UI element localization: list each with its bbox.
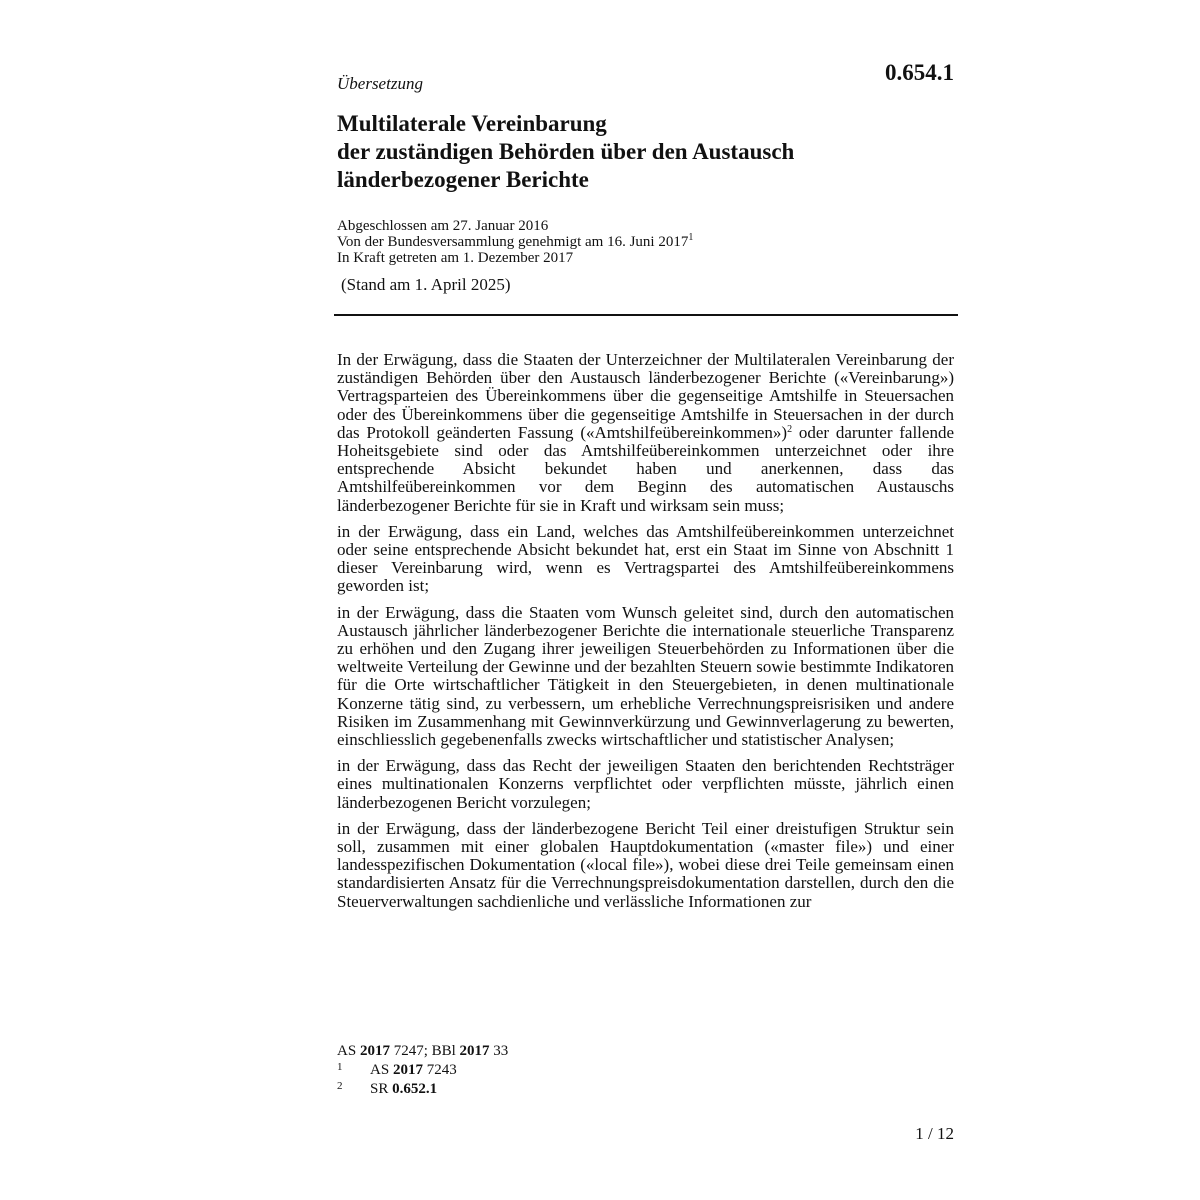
document-title bbox=[337, 110, 977, 194]
title-line-2: der zuständigen Behörden über den Austausch bbox=[337, 139, 795, 164]
footnote-2 bbox=[337, 1078, 508, 1097]
preamble-paragraph: in der Erwägung, dass die Staaten vom Wunsch geleitet sind, durch den automatischen Austausch jährlicher länderbezogener Berichte die internationale steuerliche Transparenz zu erhöhen und den Zugang ihrer jeweiligen Steuerbehörden zu Informationen über die weltweite Verteilung der Gewinne und der bezahlten Steuern sowie bestimmte Indikatoren für die Orte wirtschaftlicher Tätigkeit in den Steuergebieten, in denen multinationale Konzerne tätig sind, zu verbessern, um erhebliche Verrechnungspreisrisiken und andere Risiken im Zusammenhang mit Gewinnverkürzung und Gewinnverlagerung zu bewerten, einschliesslich gegebenenfalls zwecks wirtschaftlicher und statistischer Analysen; bbox=[337, 602, 954, 750]
footnote-ref-1[interactable]: 1 bbox=[688, 232, 694, 243]
title-line-1: Multilaterale Vereinbarung bbox=[337, 111, 607, 136]
approved-date-text: Von der Bundesversammlung genehmigt am 16. Juni 2017 bbox=[337, 234, 689, 250]
header-divider bbox=[334, 314, 958, 316]
source-bbl-year: 2017 bbox=[459, 1043, 490, 1059]
footnote-suffix: 7243 bbox=[422, 1062, 457, 1078]
source-reference bbox=[337, 1043, 508, 1059]
footnote-prefix: AS bbox=[370, 1062, 393, 1078]
preamble-paragraph: in der Erwägung, dass der länderbezogene Bericht Teil einer dreistufigen Struktur sein soll, zusammen mit einer globalen Hauptdokumentation («master file») und einer landesspezifischen Dokumentation («local file»), wobei diese drei Teile gemeinsam einen standardisierten Ansatz für die Verrechnungspreisdokumentation darstellen, durch den die Steuerverwaltungen sachdienliche und verlässliche Informationen zur bbox=[337, 818, 954, 911]
sr-number: 0.654.1 bbox=[885, 60, 954, 85]
in-force-date: In Kraft getreten am 1. Dezember 2017 bbox=[337, 250, 574, 266]
source-as-year: 2017 bbox=[359, 1043, 390, 1059]
preamble-paragraph: in der Erwägung, dass ein Land, welches das Amtshilfeübereinkommen unterzeichnet oder seine entsprechende Absicht bekundet hat, erst ein Staat im Sinne von Abschnitt 1 dieser Vereinbarung wird, wenn es Vertragspartei des Amtshilfeübereinkommens geworden ist; bbox=[337, 521, 954, 596]
preamble-paragraph: in der Erwägung, dass das Recht der jeweiligen Staaten den berichtenden Rechtsträger eines multinationalen Konzerns verpflichtet oder verpflichten müsste, jährlich einen länderbezogenen Bericht vorzulegen; bbox=[337, 756, 954, 812]
page-number: 1 / 12 bbox=[915, 1124, 954, 1143]
footnote-number: 2 bbox=[337, 1080, 343, 1092]
preamble-p1-text: In der Erwägung, dass die Staaten der Unterzeichner der Multilateralen Vereinbarung der zuständigen Behörden über den Austausch länderbezogener Berichte («Vereinbarung») Vertragsparteien des Übereinkommens über die gegenseitige Amtshilfe in Steuersachen oder des Übereinkommens über die gegenseitige Amtshilfe in Steuersachen in der durch das Protokoll geänderten Fassung («Amtshilfeübereinkommen») bbox=[337, 350, 954, 442]
footnotes bbox=[337, 1043, 508, 1097]
preamble-p1-text-cont: oder darunter fallende Hoheitsgebiete sind oder das Amtshilfeübereinkommen unterzeichnet oder ihre entsprechende Absicht bekundet haben und anerkennen, dass das Amtshilfeübereinkommen vor dem Beginn des automatischen Austauschs länderbezogener Berichte für sie in Kraft und wirksam sein muss; bbox=[337, 422, 954, 515]
dates-block bbox=[337, 218, 693, 266]
source-bbl-page: 33 bbox=[489, 1043, 509, 1059]
footnote-number: 1 bbox=[337, 1061, 343, 1073]
status-date: (Stand am 1. April 2025) bbox=[341, 275, 511, 294]
source-as-page: 7247; BBl bbox=[389, 1043, 460, 1059]
footnote-ref-2[interactable]: 2 bbox=[787, 423, 793, 435]
title-line-3: länderbezogener Berichte bbox=[337, 167, 589, 192]
preamble-paragraph bbox=[337, 351, 954, 515]
preamble bbox=[337, 351, 954, 919]
concluded-date: Abgeschlossen am 27. Januar 2016 bbox=[337, 218, 549, 234]
footnote-1 bbox=[337, 1059, 508, 1078]
source-as-label: AS bbox=[337, 1043, 360, 1059]
footnote-bold: 0.652.1 bbox=[392, 1081, 438, 1097]
translation-label: Übersetzung bbox=[337, 74, 423, 93]
footnote-bold: 2017 bbox=[392, 1062, 423, 1078]
approved-date bbox=[337, 234, 693, 250]
footnote-prefix: SR bbox=[370, 1081, 393, 1097]
